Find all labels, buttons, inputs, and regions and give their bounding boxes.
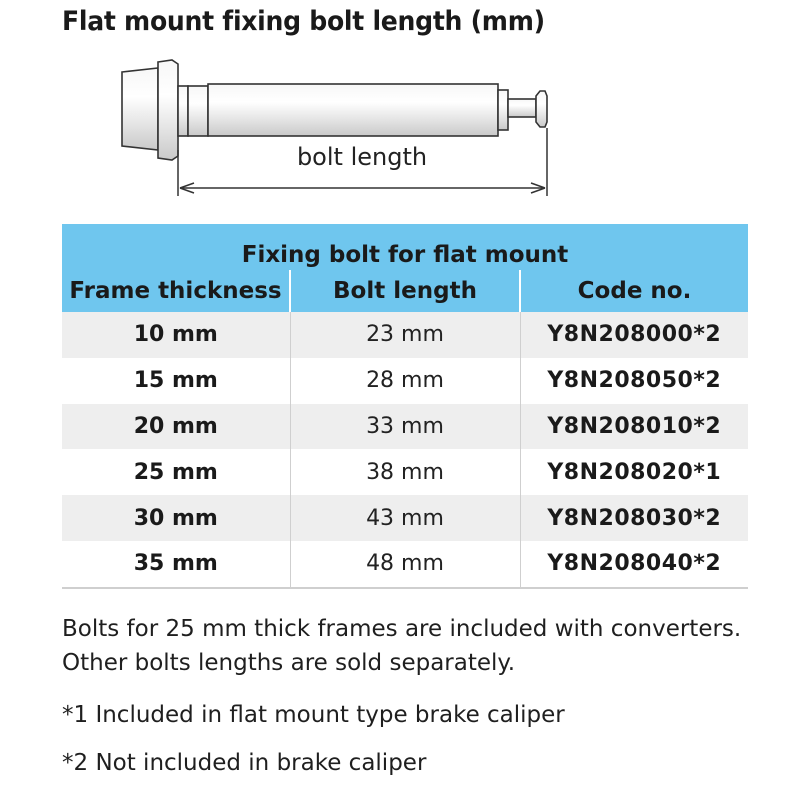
bolt-length-cell: 28 mm bbox=[290, 358, 520, 404]
frame-thickness-cell: 20 mm bbox=[62, 404, 290, 450]
bolt-diagram bbox=[0, 0, 800, 215]
code-no-cell: Y8N208010*2 bbox=[520, 404, 748, 450]
table-row bbox=[62, 404, 748, 450]
bolt-note: Bolts for 25 mm thick frames are included with converters. Other bolts lengths are sold separately. bbox=[62, 616, 742, 676]
table-row bbox=[62, 541, 748, 588]
header-bolt-length: Bolt length bbox=[290, 270, 520, 312]
code-no-cell: Y8N208050*2 bbox=[520, 358, 748, 404]
frame-thickness-cell: 25 mm bbox=[62, 449, 290, 495]
header-code-no: Code no. bbox=[520, 270, 748, 312]
frame-thickness-cell: 30 mm bbox=[62, 495, 290, 541]
code-no-cell: Y8N208000*2 bbox=[520, 312, 748, 358]
bolt-length-cell: 43 mm bbox=[290, 495, 520, 541]
header-frame-thickness: Frame thickness bbox=[62, 270, 290, 312]
bolt-length-cell: 33 mm bbox=[290, 404, 520, 450]
bolt-length-cell: 23 mm bbox=[290, 312, 520, 358]
bolt-length-cell: 38 mm bbox=[290, 449, 520, 495]
code-no-cell: Y8N208030*2 bbox=[520, 495, 748, 541]
bolt-length-label: bolt length bbox=[296, 143, 428, 171]
code-no-cell: Y8N208020*1 bbox=[520, 449, 748, 495]
bolt-table bbox=[62, 224, 748, 589]
frame-thickness-cell: 35 mm bbox=[62, 541, 290, 588]
page-title: Flat mount fixing bolt length (mm) bbox=[62, 6, 545, 37]
table-caption: Fixing bolt for flat mount bbox=[62, 224, 748, 270]
table-row bbox=[62, 495, 748, 541]
footnote-2: *2 Not included in brake caliper bbox=[62, 750, 427, 776]
table-row bbox=[62, 312, 748, 358]
code-no-cell: Y8N208040*2 bbox=[520, 541, 748, 588]
table-row bbox=[62, 449, 748, 495]
frame-thickness-cell: 10 mm bbox=[62, 312, 290, 358]
footnote-1: *1 Included in flat mount type brake caliper bbox=[62, 702, 565, 728]
bolt-length-cell: 48 mm bbox=[290, 541, 520, 588]
frame-thickness-cell: 15 mm bbox=[62, 358, 290, 404]
table-row bbox=[62, 358, 748, 404]
